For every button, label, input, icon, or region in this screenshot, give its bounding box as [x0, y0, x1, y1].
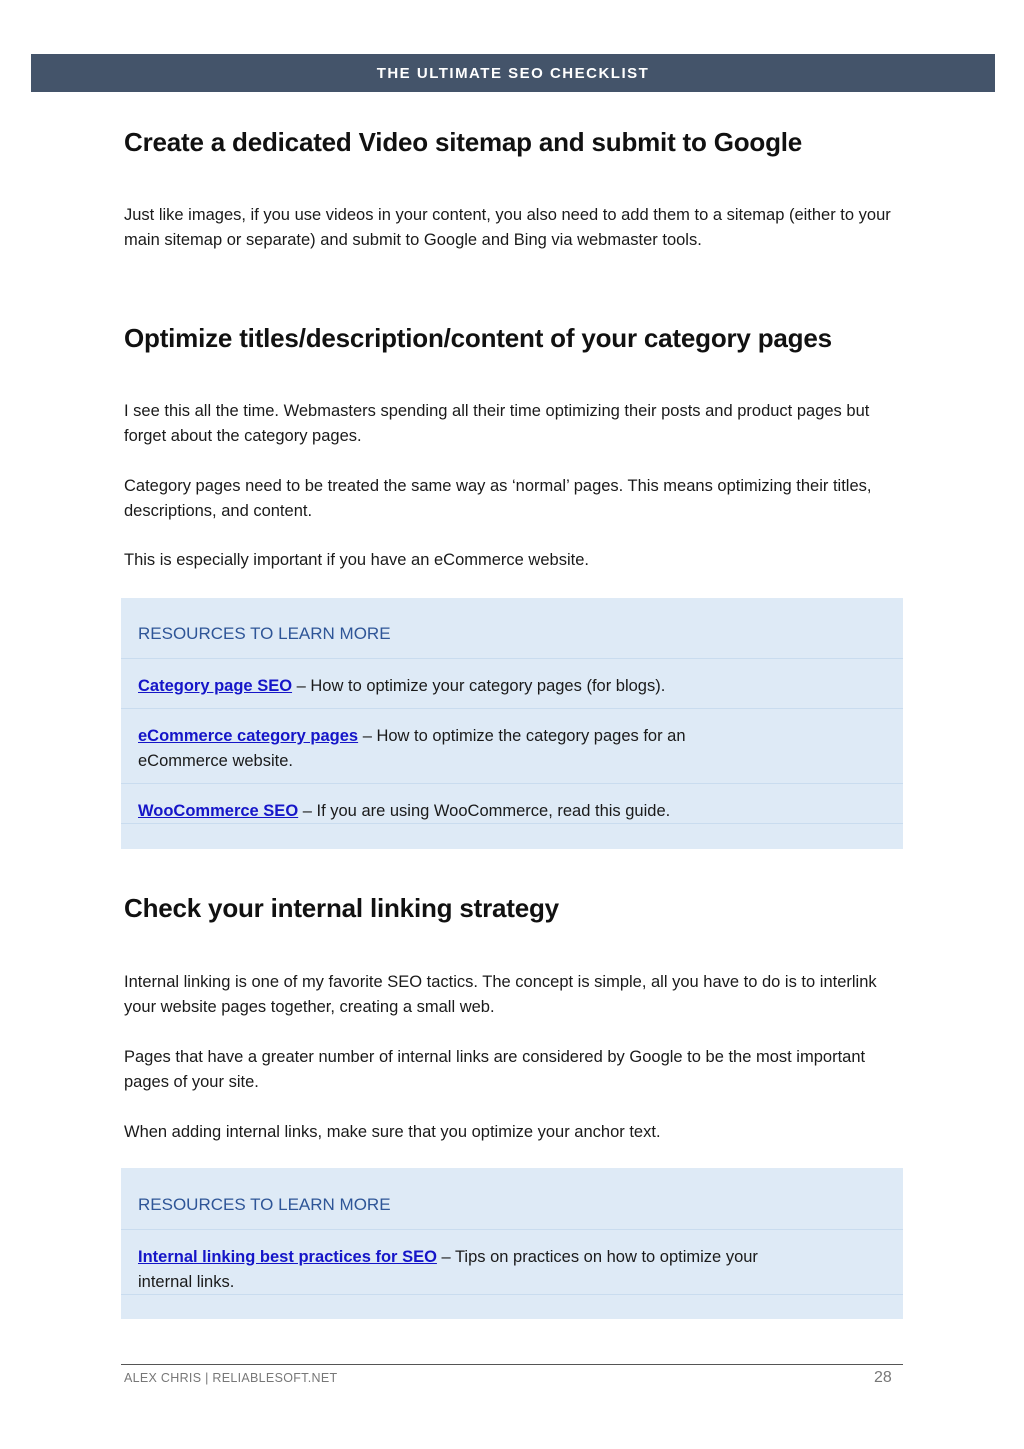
divider [121, 823, 903, 824]
resource-description: – If you are using WooCommerce, read this guide. [298, 802, 671, 820]
resource-link-ecommerce-category-pages[interactable]: eCommerce category pages [138, 727, 359, 745]
resources-box-internal [121, 1168, 903, 1319]
footer-divider [121, 1364, 903, 1365]
page-number: 28 [874, 1369, 892, 1386]
resource-description: – Tips on practices on how to optimize your internal links. [138, 1248, 758, 1291]
header-banner: THE ULTIMATE SEO CHECKLIST [31, 54, 995, 92]
resource-link-woocommerce-seo[interactable]: WooCommerce SEO [138, 802, 299, 820]
divider [121, 658, 903, 659]
paragraph-video-sitemap: Just like images, if you use videos in your content, you also need to add them to a sitemap (either to your main sitemap or separate) and submit to Google and Bing via webmaster tools. [124, 206, 891, 249]
divider [121, 1229, 903, 1230]
divider [121, 708, 903, 709]
resource-link-category-page-seo[interactable]: Category page SEO [138, 677, 293, 695]
resource-item [138, 674, 758, 699]
resource-item [138, 724, 758, 774]
resource-link-internal-linking[interactable]: Internal linking best practices for SEO [138, 1248, 437, 1266]
paragraph-category-2: Category pages need to be treated the same way as ‘normal’ pages. This means optimizing their titles, descriptions, and content. [124, 477, 872, 520]
resource-description: – How to optimize the category pages for an eCommerce website. [138, 727, 686, 770]
resource-item [138, 1245, 758, 1295]
paragraph-internal-3: When adding internal links, make sure that you optimize your anchor text. [124, 1123, 661, 1141]
resources-title: RESOURCES TO LEARN MORE [138, 624, 391, 643]
divider [121, 1294, 903, 1295]
divider [121, 783, 903, 784]
paragraph-internal-1: Internal linking is one of my favorite SEO tactics. The concept is simple, all you have to do is to interlink your website pages together, creating a small web. [124, 973, 877, 1016]
heading-category-pages: Optimize titles/description/content of your category pages [124, 323, 832, 353]
resources-title: RESOURCES TO LEARN MORE [138, 1195, 391, 1214]
resource-description: – How to optimize your category pages (for blogs). [292, 677, 666, 695]
resource-item [138, 799, 758, 824]
paragraph-category-3: This is especially important if you have an eCommerce website. [124, 551, 589, 569]
heading-internal-linking: Check your internal linking strategy [124, 893, 559, 923]
heading-video-sitemap: Create a dedicated Video sitemap and submit to Google [124, 127, 803, 157]
paragraph-category-1: I see this all the time. Webmasters spending all their time optimizing their posts and product pages but forget about the category pages. [124, 402, 870, 445]
paragraph-internal-2: Pages that have a greater number of internal links are considered by Google to be the most important pages of your site. [124, 1048, 866, 1091]
resources-box-category [121, 598, 903, 849]
footer-author: ALEX CHRIS | RELIABLESOFT.NET [124, 1371, 338, 1385]
